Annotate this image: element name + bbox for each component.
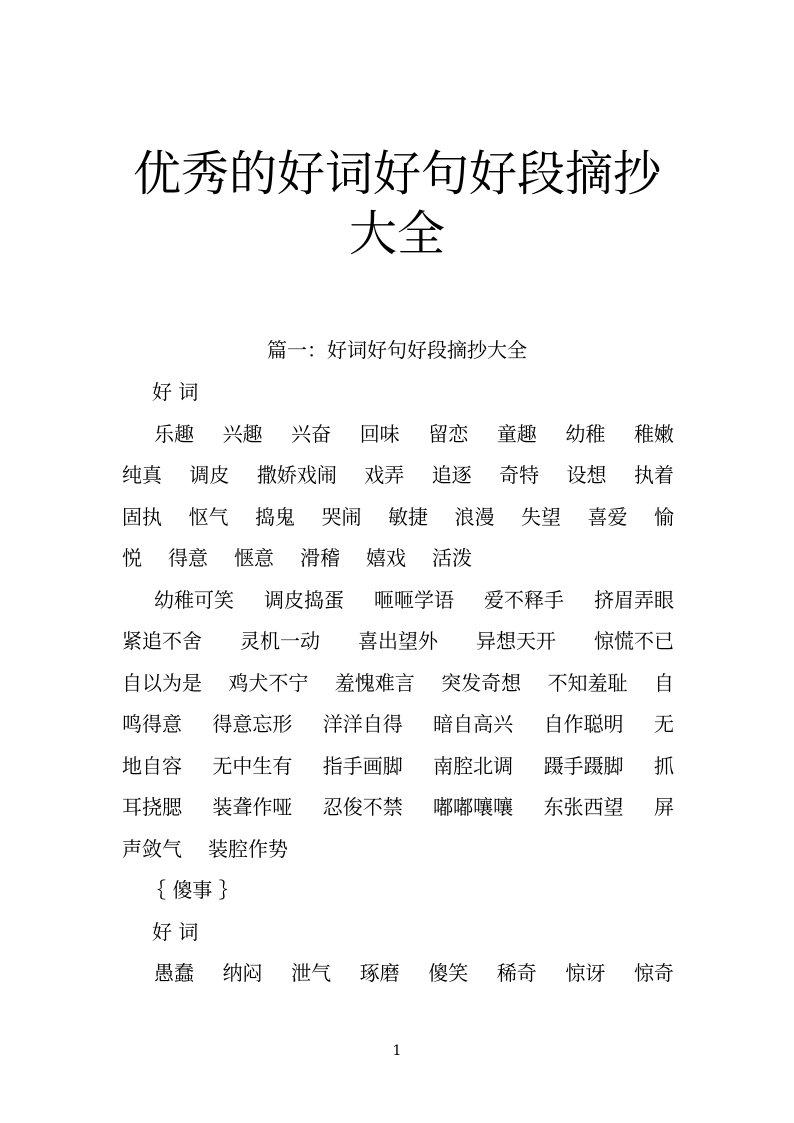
word-item: 惊讶 [565,961,606,985]
word-item: 地自容 [122,754,182,778]
word-item: 敏捷 [388,505,428,529]
word-item: 浪漫 [454,505,495,529]
word-item: 兴趣 [222,422,263,446]
document-title-line-2: 大全 [348,206,445,262]
word-item: 喜爱 [587,505,628,529]
word-item: 嬉戏 [366,546,406,570]
idiom-row [122,793,674,821]
word-item: 设想 [566,463,607,487]
word-item: 嘟嘟嚷嚷 [433,795,514,819]
word-item: 留恋 [428,422,469,446]
word-item: 自 [653,671,674,695]
word-item: 执着 [633,463,674,487]
section-heading: 篇一：好词好句好段摘抄大全 [267,338,527,362]
idiom-row [122,669,674,697]
word-item: 撒娇戏闹 [256,463,337,487]
word-item: 得意忘形 [212,712,293,736]
word-item: 戏弄 [364,463,405,487]
word-item: 滑稽 [300,546,340,570]
idiom-row [122,752,674,780]
word-item: 异想天开 [476,629,556,653]
word-item: 得意 [168,546,208,570]
word-item: 悦 [122,546,142,570]
word-item: 纯真 [122,463,162,487]
word-item: 忍俊不禁 [322,795,403,819]
word-item: 乐趣 [154,422,194,446]
word-row [122,461,674,489]
word-item: 南腔北调 [433,754,514,778]
idiom-row [154,586,674,614]
word-item: 愉 [654,505,674,529]
word-item: 回味 [359,422,400,446]
word-item: 稚嫩 [633,422,674,446]
page-number: 1 [392,1043,402,1059]
word-item: 无中生有 [212,754,293,778]
word-item: 羞愧难言 [334,671,415,695]
word-item: 屏 [653,795,674,819]
idiom-row [122,835,674,863]
word-item: 琢磨 [359,961,400,985]
word-item: 捣鬼 [255,505,295,529]
word-item: 蹑手蹑脚 [543,754,624,778]
word-row [154,959,674,987]
word-item: 鸡犬不宁 [228,671,309,695]
word-item: 咂咂学语 [374,588,454,612]
word-item: 指手画脚 [322,754,403,778]
word-item: 愚蠢 [154,961,194,985]
word-item: 惬意 [234,546,274,570]
word-item: 洋洋自得 [322,712,403,736]
word-item: 哭闹 [321,505,362,529]
word-row [122,503,674,531]
word-item: 鸣得意 [122,712,182,736]
label-good-words: 好 词 [152,380,199,404]
label-good-words-2: 好 词 [152,920,199,944]
word-row [122,544,674,572]
word-item: 挤眉弄眼 [594,588,674,612]
word-item: 无 [653,712,674,736]
word-item: 追逐 [431,463,472,487]
word-item: 不知羞耻 [547,671,628,695]
word-item: 声敛气 [122,837,182,861]
word-item: 东张西望 [543,795,624,819]
word-item: 惊慌不已 [594,629,674,653]
word-item: 紧追不舍 [122,629,202,653]
word-item: 装腔作势 [208,837,288,861]
word-item: 耳挠腮 [122,795,182,819]
word-item: 童趣 [496,422,537,446]
idiom-row [122,710,674,738]
word-item: 泄气 [291,961,332,985]
word-row [154,420,674,448]
document-title-line-1: 优秀的好词好句好段摘抄 [132,146,661,202]
word-item: 惊奇 [633,961,674,985]
word-item: 暗自高兴 [433,712,514,736]
label-silly-things: ｛ 傻事 ｝ [146,878,239,902]
word-item: 喜出望外 [358,629,438,653]
word-item: 稀奇 [496,961,537,985]
word-item: 失望 [521,505,561,529]
word-item: 兴奋 [291,422,332,446]
word-item: 爱不释手 [484,588,564,612]
word-item: 自作聪明 [543,712,624,736]
word-item: 抓 [653,754,674,778]
word-item: 怄气 [188,505,229,529]
word-item: 固执 [122,505,162,529]
word-item: 灵机一动 [240,629,320,653]
word-item: 幼稚可笑 [154,588,234,612]
word-item: 装聋作哑 [212,795,293,819]
word-item: 幼稚 [565,422,606,446]
idiom-row [122,627,674,655]
word-item: 突发奇想 [441,671,522,695]
word-item: 调皮捣蛋 [264,588,344,612]
word-item: 傻笑 [428,961,469,985]
word-item: 调皮 [189,463,230,487]
word-item: 纳闷 [222,961,263,985]
word-item: 活泼 [432,546,472,570]
word-item: 自以为是 [122,671,202,695]
word-item: 奇特 [499,463,540,487]
